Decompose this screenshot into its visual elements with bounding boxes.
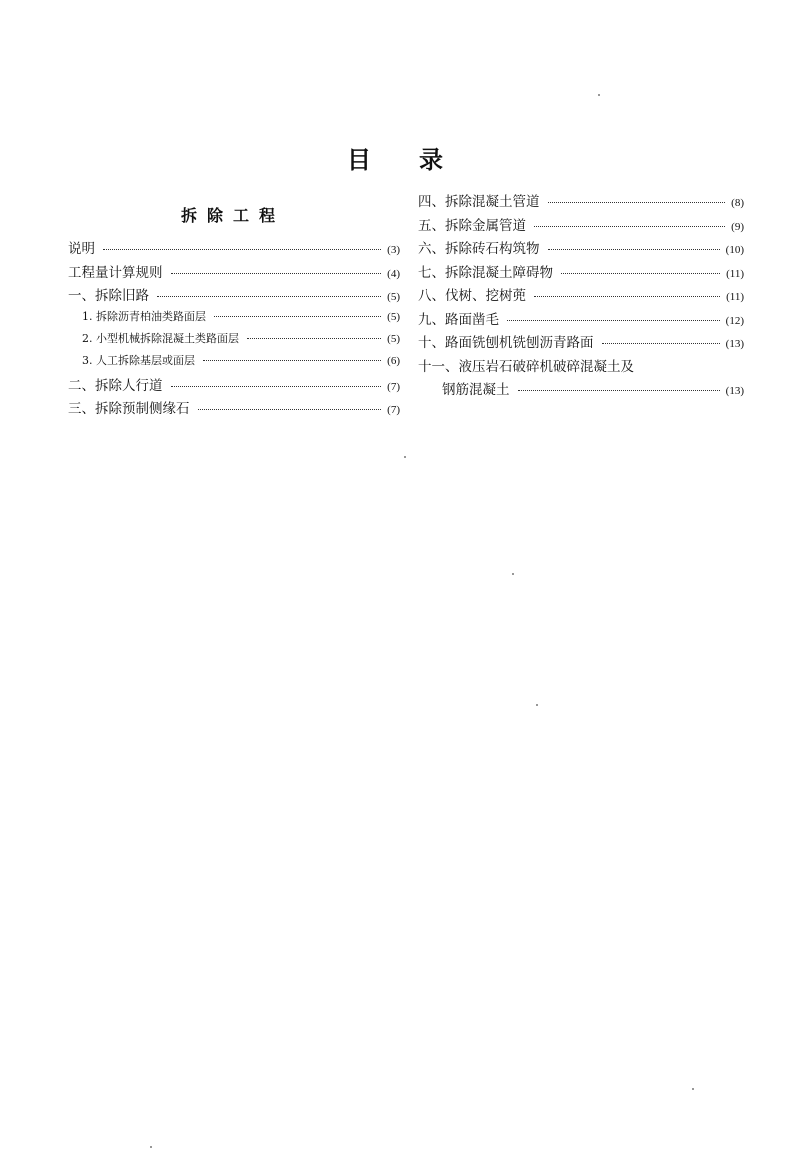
dot-leader [247,338,381,339]
dot-leader [548,202,726,203]
scan-speck [536,704,538,706]
dot-leader [198,409,382,410]
page-title-char: 录 [419,146,443,174]
toc-entry[interactable] [68,397,400,421]
toc-entry-page: (11) [726,291,744,303]
scan-speck [150,1146,152,1148]
dot-leader [518,390,720,391]
scan-speck [512,573,514,575]
toc-entry[interactable] [418,237,744,261]
toc-entry-label: 说明 [68,241,95,257]
toc-entry-label: 一、拆除旧路 [68,288,149,304]
page-title [0,140,790,175]
toc-entry[interactable] [68,237,400,261]
toc-entry-label: 二、拆除人行道 [68,377,163,394]
dot-leader [171,273,382,274]
toc-entry-page: (5) [387,291,400,303]
toc-subentry[interactable] [68,308,400,330]
dot-leader [602,343,720,344]
toc-entry[interactable] [418,190,744,214]
toc-entry-label: 3. 人工拆除基层或面层 [82,353,195,367]
toc-entry-page: (13) [725,385,744,397]
toc-entry-label: 十、路面铣刨机铣刨沥青路面 [418,335,594,351]
toc-entry-page: (9) [731,220,744,233]
toc-entry[interactable] [418,331,744,355]
toc-entry[interactable] [418,308,744,332]
scan-speck [404,456,406,458]
toc-entry-label: 七、拆除混凝土障碍物 [418,264,553,281]
toc-entry-page: (11) [726,267,744,280]
toc-entry[interactable] [418,214,744,238]
toc-entry-label: 钢筋混凝土 [442,382,510,398]
dot-leader [203,360,381,361]
toc-entry[interactable] [418,355,744,379]
dot-leader [103,249,381,250]
dot-leader [534,226,725,227]
scan-speck [598,94,600,96]
toc-entry-label: 五、拆除金属管道 [418,217,526,234]
toc-entry-label: 三、拆除预制侧缘石 [68,401,190,417]
toc-entry-label: 工程量计算规则 [68,264,163,281]
toc-entry-label: 四、拆除混凝土管道 [418,194,540,210]
toc-entry-page: (12) [725,314,744,327]
section-heading: 拆除工程 [180,206,285,225]
dot-leader [171,386,382,387]
toc-entry-label: 九、路面凿毛 [418,311,499,328]
dot-leader [548,249,720,250]
toc-entry-page: (5) [387,310,400,323]
dot-leader [561,273,720,274]
toc-entry-page: (13) [725,338,744,350]
toc-entry[interactable] [68,284,400,308]
toc-entry-page: (7) [387,380,400,393]
toc-entry-label: 1. 拆除沥青柏油类路面层 [82,309,206,323]
toc-entry-page: (10) [725,244,744,256]
toc-entry[interactable] [418,284,744,308]
toc-entry-label: 八、伐树、挖树蔸 [418,288,526,304]
scan-speck [692,1088,694,1090]
toc-entry-continuation[interactable] [418,378,744,402]
toc-right-column [418,190,744,402]
toc-subentry[interactable] [68,330,400,352]
toc-entry-label: 十一、液压岩石破碎机破碎混凝土及 [418,358,634,375]
dot-leader [157,296,381,297]
toc-entry-label: 六、拆除砖石构筑物 [418,241,540,257]
toc-entry-label: 2. 小型机械拆除混凝土类路面层 [82,331,239,345]
toc-entry-page: (4) [387,267,400,280]
toc-entry-page: (6) [387,354,400,367]
toc-entry[interactable] [68,374,400,398]
page-title-char: 目 [347,146,371,174]
dot-leader [214,316,381,317]
toc-entry-page: (8) [731,197,744,209]
dot-leader [507,320,720,321]
toc-entry-page: (7) [387,404,400,416]
dot-leader [534,296,720,297]
toc-entry-page: (3) [387,244,400,256]
toc-left-column [68,237,400,421]
toc-entry[interactable] [68,261,400,285]
toc-subentry[interactable] [68,352,400,374]
toc-entry[interactable] [418,261,744,285]
toc-entry-page: (5) [387,332,400,345]
